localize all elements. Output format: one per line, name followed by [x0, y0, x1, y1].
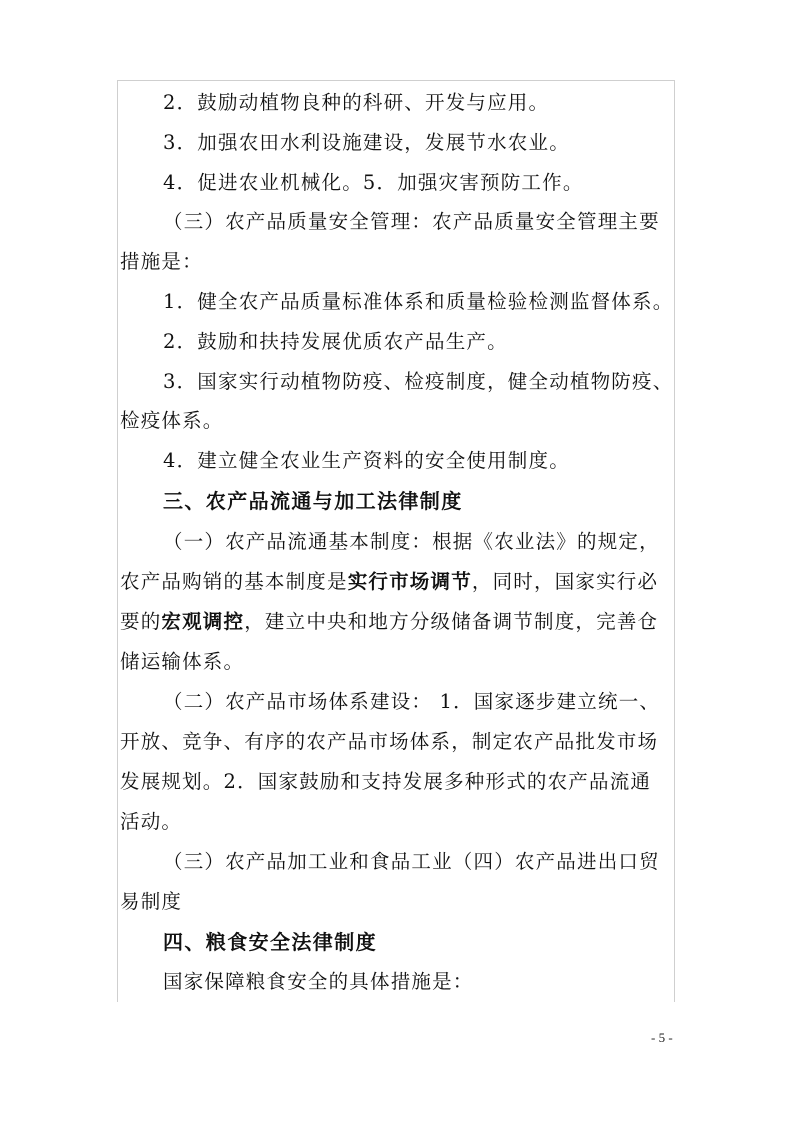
text-line: 活动。 — [120, 810, 183, 833]
text-line: 2．鼓励动植物良种的科研、开发与应用。 — [163, 91, 550, 114]
text-line: 易制度 — [120, 890, 183, 913]
text-line: 储运输体系。 — [120, 650, 245, 673]
text-line: （三）农产品加工业和食品工业（四）农产品进出口贸 — [163, 850, 660, 873]
text-line — [120, 609, 658, 635]
text-line: 开放、竞争、有序的农产品市场体系，制定农产品批发市场 — [120, 730, 659, 753]
text-line: 1．健全农产品质量标准体系和质量检验检测监督体系。 — [163, 290, 674, 313]
text-line: 检疫体系。 — [120, 409, 224, 432]
text-line: 国家保障粮食安全的具体措施是： — [163, 970, 474, 993]
section-heading-3: 三、农产品流通与加工法律制度 — [163, 489, 463, 513]
text-line: （一）农产品流通基本制度：根据《农业法》的规定， — [163, 530, 660, 553]
text-line: 4．促进农业机械化。5．加强灾害预防工作。 — [163, 171, 584, 194]
text-segment: 要的 — [120, 610, 162, 633]
text-segment: ，同时，国家实行必 — [471, 570, 659, 593]
text-line — [120, 569, 658, 595]
text-line: （二）农产品市场体系建设： 1．国家逐步建立统一、 — [163, 690, 661, 713]
text-line: （三）农产品质量安全管理：农产品质量安全管理主要 — [163, 210, 660, 233]
text-line: 4．建立健全农业生产资料的安全使用制度。 — [163, 449, 570, 472]
bold-term: 宏观调控 — [161, 610, 245, 633]
text-line: 发展规划。2．国家鼓励和支持发展多种形式的农产品流通 — [120, 770, 652, 793]
text-segment: ，建立中央和地方分级储备调节制度，完善仓 — [244, 610, 659, 633]
bold-term: 实行市场调节 — [347, 570, 472, 593]
text-line: 3．加强农田水利设施建设，发展节水农业。 — [163, 131, 570, 154]
page-number: - 5 - — [651, 1030, 673, 1045]
section-heading-4: 四、粮食安全法律制度 — [163, 930, 377, 954]
text-line: 3．国家实行动植物防疫、检疫制度，健全动植物防疫、 — [163, 370, 674, 393]
text-line: 措施是： — [120, 250, 203, 273]
text-line: 2．鼓励和扶持发展优质农产品生产。 — [163, 330, 508, 353]
text-segment: 农产品购销的基本制度是 — [120, 570, 348, 593]
